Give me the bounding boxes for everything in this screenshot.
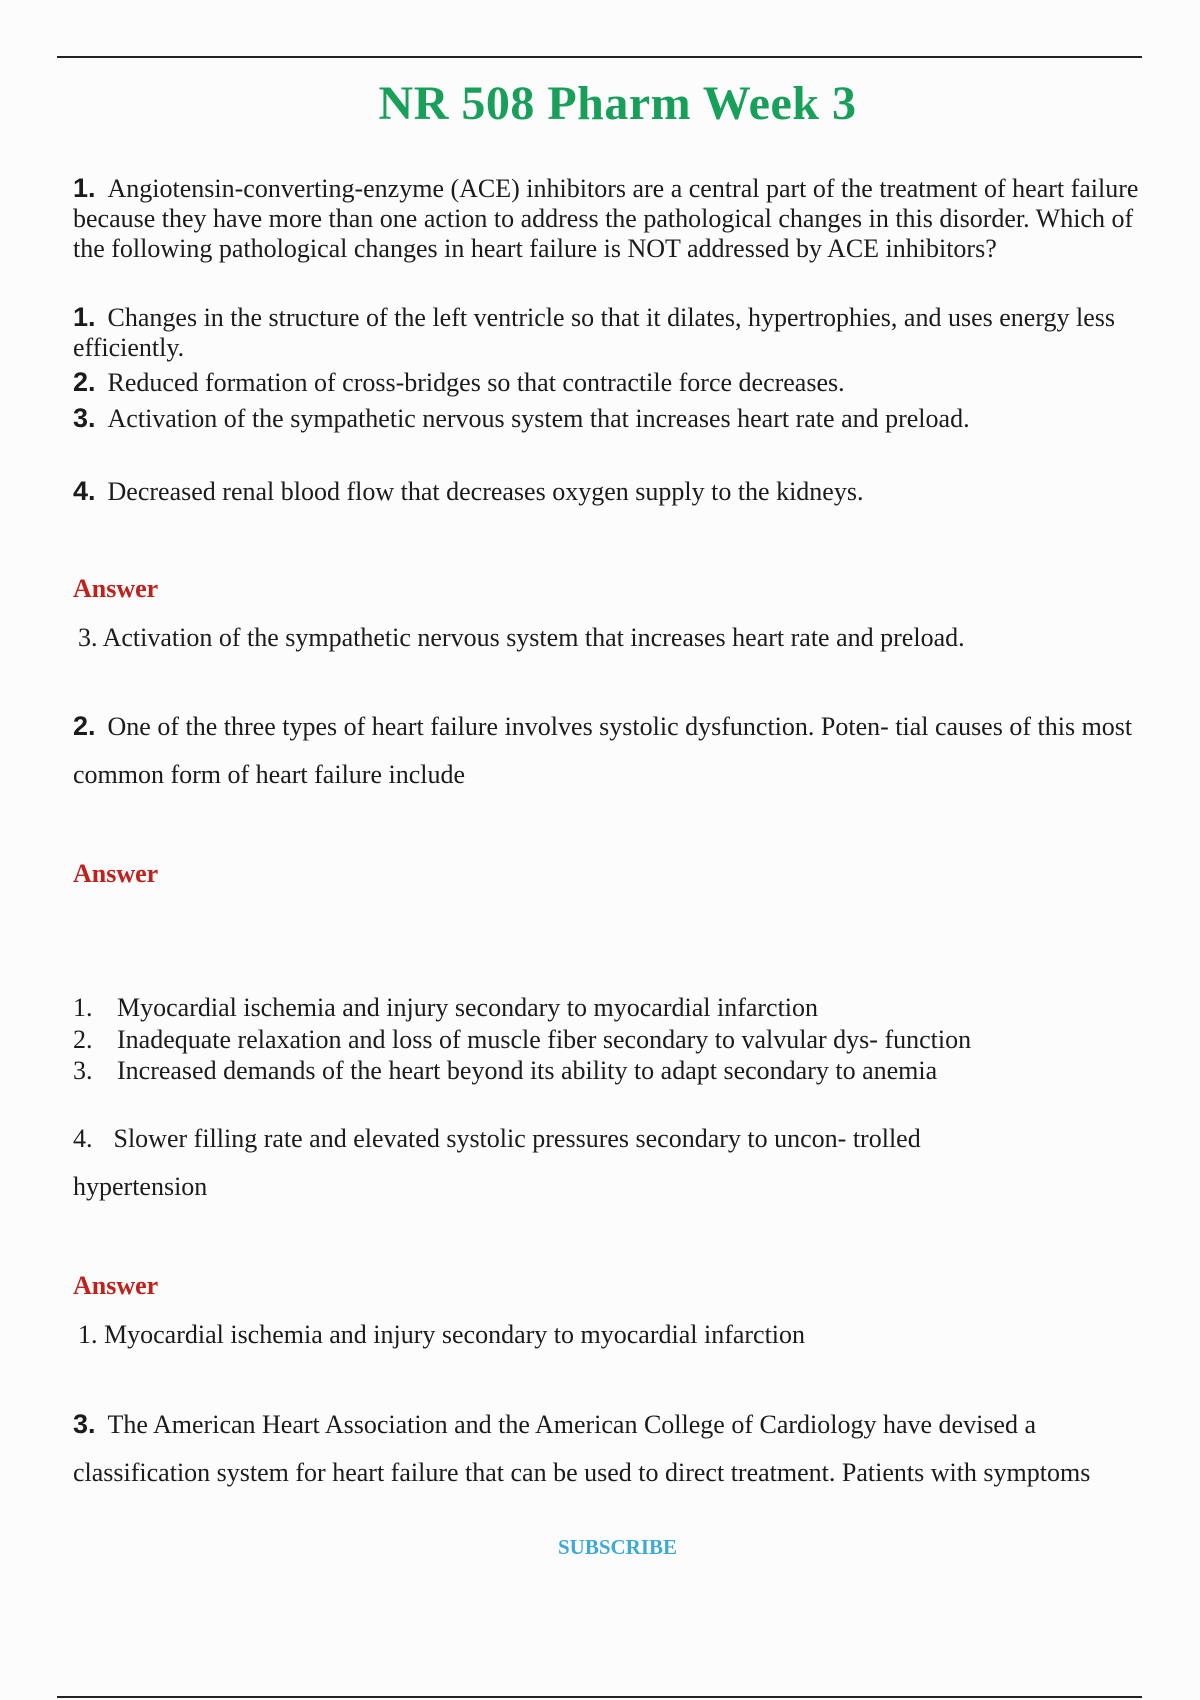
- q2-option-1: 1. Myocardial ischemia and injury secondary to myocardial infarction: [73, 993, 819, 1022]
- question-number: 2.: [73, 711, 96, 741]
- answer-label: Answer: [73, 1271, 159, 1300]
- q2-option-3: 3. Increased demands of the heart beyond its ability to adapt secondary to anemia: [73, 1056, 938, 1085]
- question-text: One of the three types of heart failure involves systolic dysfunction. Poten- tial causes of this most common form of heart failure include: [73, 712, 1133, 789]
- q2-option-2: 2. Inadequate relaxation and loss of muscle fiber secondary to valvular dys- function: [73, 1025, 972, 1054]
- answer-text: 3. Activation of the sympathetic nervous system that increases heart rate and preload.: [78, 623, 965, 652]
- page-title: NR 508 Pharm Week 3: [378, 77, 857, 130]
- q1-option-2: 2. Reduced formation of cross-bridges so that contractile force decreases.: [73, 367, 845, 397]
- question-2: [73, 702, 1153, 799]
- question-1: [73, 173, 1153, 264]
- question-number: 1.: [73, 173, 96, 203]
- q2-option-4: 4. Slower filling rate and elevated systolic pressures secondary to uncon- trolled hypertension: [73, 1124, 921, 1201]
- q1-option-1: 1. Changes in the structure of the left ventricle so that it dilates, hypertrophies, and uses energy less efficiently.: [73, 302, 1116, 362]
- question-text: Angiotensin-converting-enzyme (ACE) inhibitors are a central part of the treatment of heart failure because they have more than one action to address the pathological changes in this disorder. Which of the following pathological changes in heart failure is NOT addressed by ACE inhibitors?: [73, 174, 1139, 263]
- answer-text: 1. Myocardial ischemia and injury secondary to myocardial infarction: [78, 1320, 806, 1349]
- answer-label: Answer: [73, 574, 159, 603]
- answer-label: Answer: [73, 859, 159, 888]
- q1-option-4: 4. Decreased renal blood flow that decreases oxygen supply to the kidneys.: [73, 476, 864, 506]
- subscribe-link[interactable]: SUBSCRIBE: [557, 1535, 678, 1559]
- q1-option-3: 3. Activation of the sympathetic nervous system that increases heart rate and preload.: [73, 403, 970, 433]
- top-rule: [57, 56, 1142, 58]
- question-3: [73, 1400, 1173, 1497]
- question-text: The American Heart Association and the American College of Cardiology have devised a classification system for heart failure that can be used to direct treatment. Patients with symptoms: [73, 1410, 1091, 1487]
- question-number: 3.: [73, 1409, 96, 1439]
- bottom-rule: [57, 1696, 1142, 1698]
